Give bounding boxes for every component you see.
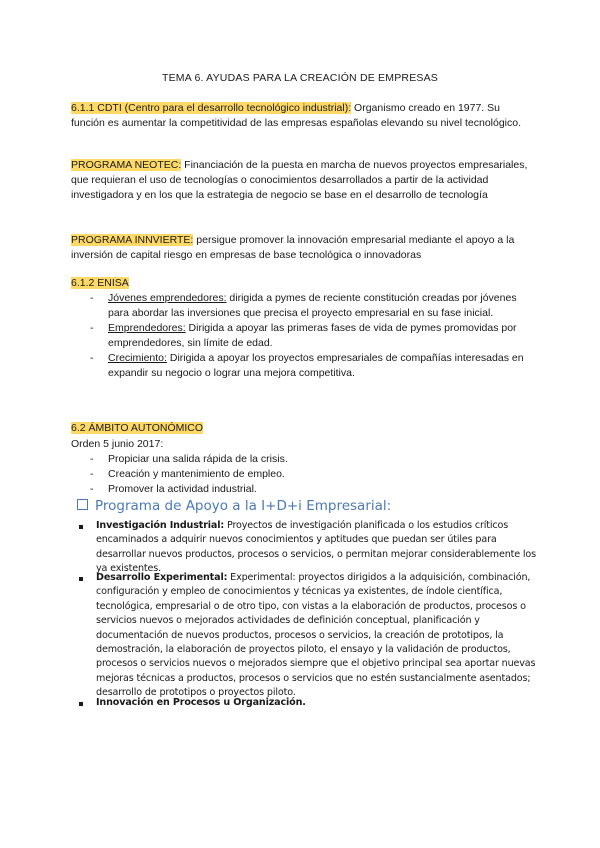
autonomico-list bbox=[71, 452, 531, 497]
list-item: - Promover la actividad industrial. bbox=[90, 483, 257, 495]
item-term: Emprendedores: bbox=[108, 322, 186, 334]
invierte-text: persigue promover la innovación empresarial mediante el apoyo a la inversión de capital riesgo en empresas de base tecnológica o innovadoras bbox=[71, 234, 515, 262]
programa-heading bbox=[77, 498, 391, 514]
item-text: Proyectos de investigación planificada o los estudios críticos encaminados a adquirir nuevos conocimientos y aptitudes que puedan ser útiles para desarrollar nuevos productos, procesos o servicios, o permitan mejorar considerablemente los ya existentes. bbox=[96, 520, 536, 575]
cdti-text: Organismo creado en 1977. Su función es aumentar la competitividad de las empresas españolas elevando su nivel tecnológico. bbox=[71, 102, 522, 130]
item-text: Creación y mantenimiento de empleo. bbox=[108, 468, 285, 480]
programa-item bbox=[96, 519, 536, 577]
invierte-label: PROGRAMA INNVIERTE: bbox=[71, 234, 194, 246]
item-text: Dirigida a apoyar los proyectos empresariales de compañías interesadas en expandir su negocio o lograr una mejora competitiva. bbox=[108, 352, 524, 379]
list-item: - Emprendedores: Dirigida a apoyar las primeras fases de vida de pymes promovidas por emprendedores, sin límite de edad. bbox=[90, 322, 517, 349]
neotec-text: Financiación de la puesta en marcha de nuevos proyectos empresariales, que requieran el uso de tecnologías o conocimientos desarrollados a partir de la actividad investigadora y en los que la estrategia de negocio se base en el desarrollo de tecnología bbox=[71, 159, 528, 202]
list-item: - Creación y mantenimiento de empleo. bbox=[90, 468, 285, 480]
neotec-label: PROGRAMA NEOTEC: bbox=[71, 159, 182, 171]
item-text: dirigida a pymes de reciente constitución creadas por jóvenes para abordar las inversiones que precisa el proyecto empresarial en su fase inicial. bbox=[108, 292, 517, 319]
item-term: Investigación Industrial: bbox=[96, 520, 225, 531]
item-text: Promover la actividad industrial. bbox=[108, 483, 257, 495]
enisa-list bbox=[71, 291, 531, 381]
page-title: TEMA 6. AYUDAS PARA LA CREACIÓN DE EMPRESAS bbox=[161, 72, 439, 84]
cdti-label: 6.1.1 CDTI (Centro para el desarrollo tecnológico industrial): bbox=[71, 102, 352, 114]
autonomico-heading bbox=[71, 421, 531, 436]
item-text: Experimental: proyectos dirigidos a la adquisición, combinación, configuración y empleo de conocimientos y técnicas ya existentes, de índole científica, tecnológica, empresarial o de otro tipo, con vistas a la elaboración de productos, procesos o servicios nuevos o mejorados actividades de definición conceptual, planificación y documentación de nuevos productos, procesos o servicios, la creación de prototipos, la demostración, la elaboración de proyectos piloto, el ensayo y la validación de productos, procesos o servicios nuevos o mejorados siempre que el objetivo principal sea aportar nuevas mejoras técnicas a productos, procesos o servicios que no estén sustancialmente asentados; desarrollo de prototipos o proyectos piloto. bbox=[96, 572, 536, 699]
enisa-heading bbox=[71, 276, 531, 291]
item-text: Dirigida a apoyar las primeras fases de vida de pymes promovidas por emprendedores, sin límite de edad. bbox=[108, 322, 517, 349]
list-item: - Crecimiento: Dirigida a apoyar los proyectos empresariales de compañías interesadas en expandir su negocio o lograr una mejora competitiva. bbox=[90, 352, 524, 379]
item-term: Desarrollo Experimental: bbox=[96, 572, 228, 583]
square-bullet-icon bbox=[79, 525, 83, 529]
square-bullet-icon bbox=[79, 702, 83, 706]
orden-text: Orden 5 junio 2017: bbox=[71, 438, 164, 450]
programa-item bbox=[96, 696, 536, 710]
checkbox-bullet-icon bbox=[77, 499, 88, 510]
square-bullet-icon bbox=[79, 577, 83, 581]
item-text: Propiciar una salida rápida de la crisis. bbox=[108, 453, 288, 465]
programa-item bbox=[96, 571, 536, 701]
item-term: Innovación en Procesos u Organización. bbox=[96, 697, 306, 708]
autonomico-label: 6.2 ÁMBITO AUTONÓMICO bbox=[71, 422, 204, 434]
item-term: Jóvenes emprendedores: bbox=[108, 292, 227, 304]
list-item: - Propiciar una salida rápida de la crisis. bbox=[90, 453, 288, 465]
list-item: - Jóvenes emprendedores: dirigida a pymes de reciente constitución creadas por jóvenes para abordar las inversiones que precisa el proyecto empresarial en su fase inicial. bbox=[90, 292, 517, 319]
enisa-label: 6.1.2 ENISA bbox=[71, 277, 129, 289]
invierte-paragraph bbox=[71, 233, 531, 263]
cdti-paragraph bbox=[71, 101, 531, 131]
programa-heading-text: Programa de Apoyo a la I+D+i Empresarial: bbox=[95, 498, 392, 514]
neotec-paragraph bbox=[71, 158, 531, 204]
item-term: Crecimiento: bbox=[108, 352, 167, 364]
